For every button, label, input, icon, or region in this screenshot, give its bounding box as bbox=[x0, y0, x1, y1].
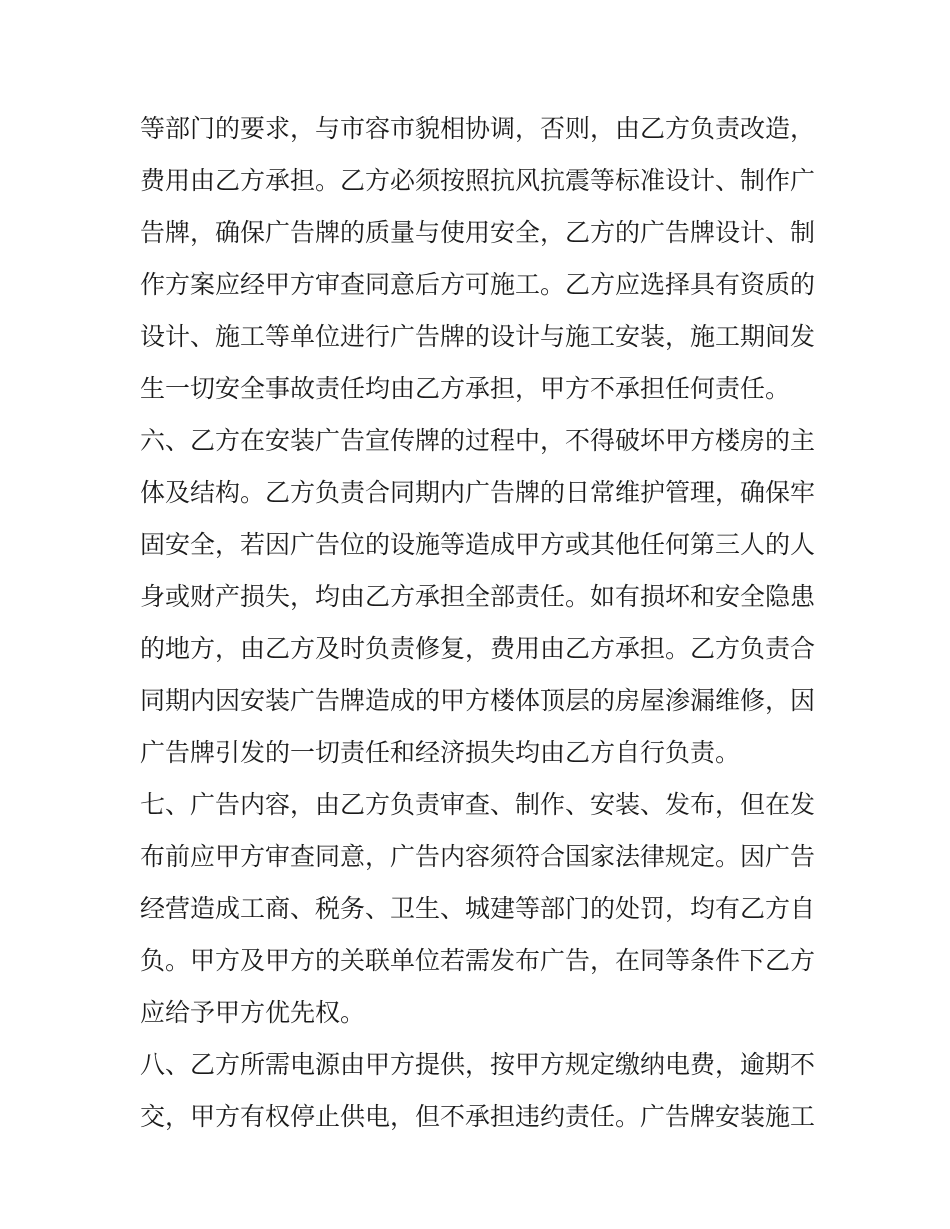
text-line: 负。甲方及甲方的关联单位若需发布广告，在同等条件下乙方 bbox=[140, 946, 816, 975]
text-line: 费用由乙方承担。乙方必须按照抗风抗震等标准设计、制作广 bbox=[140, 166, 816, 195]
section-7-line: 七、广告内容，由乙方负责审查、制作、安装、发布，但在发 bbox=[140, 790, 816, 819]
text-line: 设计、施工等单位进行广告牌的设计与施工安装，施工期间发 bbox=[140, 322, 816, 351]
text-line: 告牌，确保广告牌的质量与使用安全，乙方的广告牌设计、制 bbox=[140, 218, 816, 247]
text-line: 生一切安全事故责任均由乙方承担，甲方不承担任何责任。 bbox=[140, 374, 791, 403]
text-line: 布前应甲方审查同意，广告内容须符合国家法律规定。因广告 bbox=[140, 842, 816, 871]
text-line: 身或财产损失，均由乙方承担全部责任。如有损坏和安全隐患 bbox=[140, 582, 816, 611]
text-line: 的地方，由乙方及时负责修复，费用由乙方承担。乙方负责合 bbox=[140, 634, 816, 663]
text-line: 应给予甲方优先权。 bbox=[140, 998, 366, 1027]
text-line: 体及结构。乙方负责合同期内广告牌的日常维护管理，确保牢 bbox=[140, 478, 816, 507]
text-line: 作方案应经甲方审查同意后方可施工。乙方应选择具有资质的 bbox=[140, 270, 816, 299]
section-8-line: 八、乙方所需电源由甲方提供，按甲方规定缴纳电费，逾期不 bbox=[140, 1050, 816, 1079]
text-line: 等部门的要求，与市容市貌相协调，否则，由乙方负责改造， bbox=[140, 114, 816, 143]
document-body bbox=[140, 103, 820, 1143]
text-line: 固安全，若因广告位的设施等造成甲方或其他任何第三人的人 bbox=[140, 530, 816, 559]
text-line: 广告牌引发的一切责任和经济损失均由乙方自行负责。 bbox=[140, 738, 741, 767]
text-line: 经营造成工商、税务、卫生、城建等部门的处罚，均有乙方自 bbox=[140, 894, 816, 923]
text-line: 同期内因安装广告牌造成的甲方楼体顶层的房屋渗漏维修，因 bbox=[140, 686, 816, 715]
section-6-line: 六、乙方在安装广告宣传牌的过程中，不得破坏甲方楼房的主 bbox=[140, 426, 816, 455]
text-line: 交，甲方有权停止供电，但不承担违约责任。广告牌安装施工 bbox=[140, 1102, 816, 1131]
